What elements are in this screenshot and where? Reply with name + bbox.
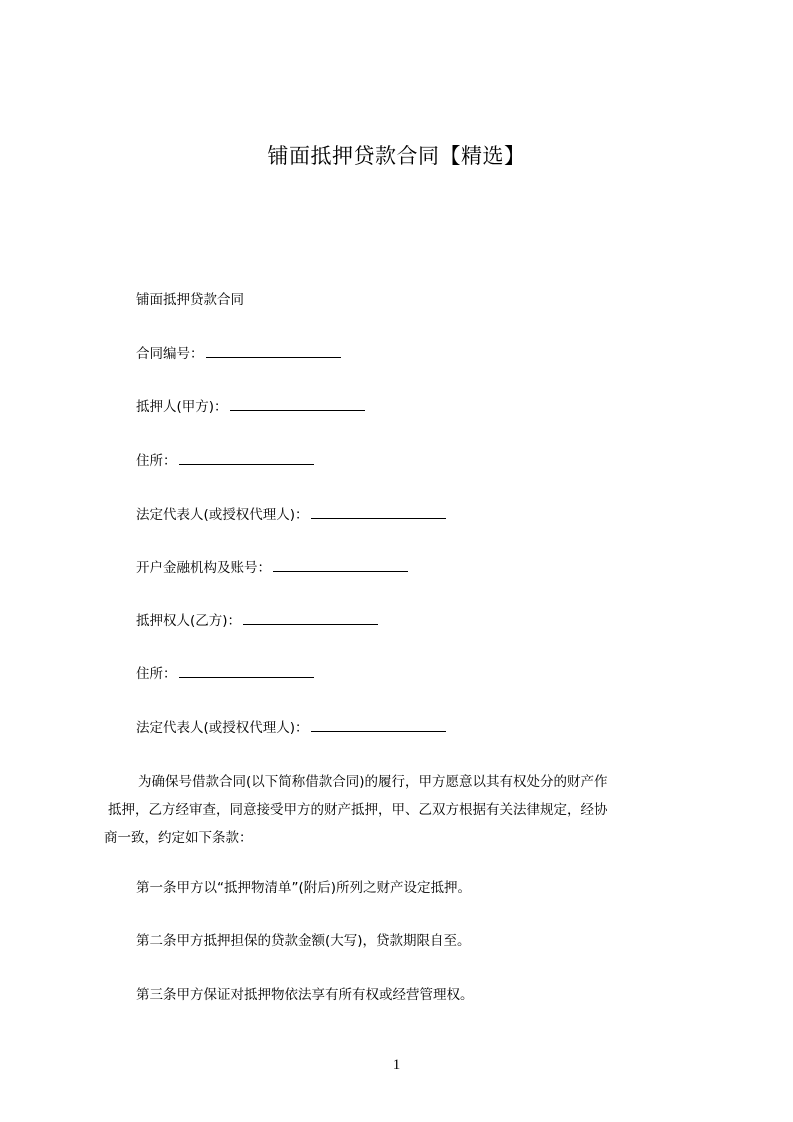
fill-in-blank [179,664,314,678]
intro-paragraph [104,768,716,852]
fill-in-blank [311,718,446,732]
field-bank-account [136,558,408,578]
contract-subtitle: 铺面抵押贷款合同 [136,292,244,308]
field-label: 住所： [136,666,177,682]
field-label: 法定代表人(或授权代理人)： [136,720,309,736]
article-2: 第二条甲方抵押担保的贷款金额(大写)，贷款期限自至。 [136,933,471,949]
field-label: 法定代表人(或授权代理人)： [136,507,309,523]
field-contract-number [136,344,341,364]
field-mortgagor-representative [136,505,446,525]
field-mortgagee-representative [136,718,446,738]
fill-in-blank [230,397,365,411]
fill-in-blank [206,344,341,358]
intro-line: 商一致，约定如下条款： [104,830,253,846]
page-number: 1 [392,1057,401,1073]
fill-in-blank [311,505,446,519]
field-mortgagor [136,397,365,417]
intro-line: 为确保号借款合同(以下简称借款合同)的履行，甲方愿意以其有权处分的财产作 [138,774,608,790]
field-mortgagee-address [136,664,314,684]
field-label: 开户金融机构及账号： [136,560,271,576]
document-title: 铺面抵押贷款合同【精选】 [267,144,526,168]
field-label: 住所： [136,453,177,469]
fill-in-blank [243,611,378,625]
field-label: 抵押人(甲方)： [136,399,228,415]
field-mortgagee [136,611,378,631]
article-3: 第三条甲方保证对抵押物依法享有所有权或经营管理权。 [136,987,474,1003]
fill-in-blank [179,451,314,465]
field-label: 抵押权人(乙方)： [136,613,242,629]
field-mortgagor-address [136,451,314,471]
intro-line: 抵押，乙方经审查，同意接受甲方的财产抵押，甲、乙双方根据有关法律规定，经协 [108,802,608,818]
fill-in-blank [273,558,408,572]
article-1: 第一条甲方以“抵押物清单”(附后)所列之财产设定抵押。 [136,880,472,896]
field-label: 合同编号： [136,346,204,362]
